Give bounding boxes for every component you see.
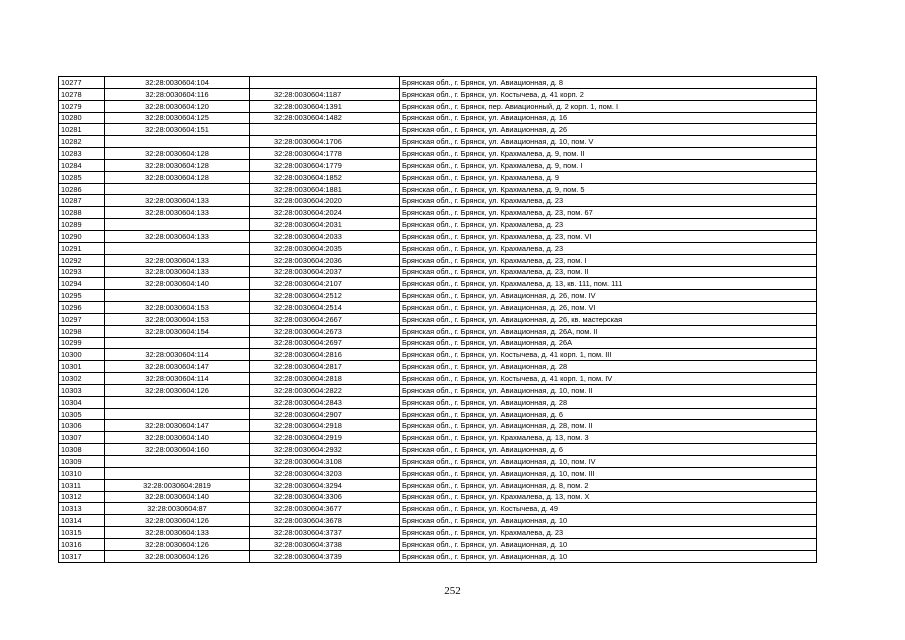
object-cadastral-number-cell: 32:28:0030604:3108 — [250, 456, 400, 468]
object-cadastral-number-cell: 32:28:0030604:2035 — [250, 242, 400, 254]
object-cadastral-number-cell: 32:28:0030604:3737 — [250, 527, 400, 539]
cadastral-number-cell: 32:28:0030604:128 — [105, 159, 250, 171]
table-row — [59, 207, 817, 219]
object-cadastral-number-cell: 32:28:0030604:2932 — [250, 444, 400, 456]
cadastral-number-cell — [105, 337, 250, 349]
table-row — [59, 159, 817, 171]
row-number-cell: 10312 — [59, 491, 105, 503]
address-cell: Брянская обл., г. Брянск, ул. Костычева, д. 41 корп. 2 — [400, 88, 817, 100]
object-cadastral-number-cell: 32:28:0030604:3738 — [250, 538, 400, 550]
object-cadastral-number-cell: 32:28:0030604:2036 — [250, 254, 400, 266]
row-number-cell: 10309 — [59, 456, 105, 468]
cadastral-number-cell: 32:28:0030604:151 — [105, 124, 250, 136]
cadastral-number-cell: 32:28:0030604:125 — [105, 112, 250, 124]
address-cell: Брянская обл., г. Брянск, ул. Авиационная, д. 10 — [400, 550, 817, 562]
row-number-cell: 10314 — [59, 515, 105, 527]
table-row — [59, 515, 817, 527]
table-row — [59, 373, 817, 385]
object-cadastral-number-cell: 32:28:0030604:2031 — [250, 219, 400, 231]
address-cell: Брянская обл., г. Брянск, ул. Костычева, д. 49 — [400, 503, 817, 515]
address-cell: Брянская обл., г. Брянск, ул. Костычева, д. 41 корп. 1, пом. III — [400, 349, 817, 361]
row-number-cell: 10295 — [59, 290, 105, 302]
row-number-cell: 10280 — [59, 112, 105, 124]
row-number-cell: 10291 — [59, 242, 105, 254]
table-row — [59, 183, 817, 195]
row-number-cell: 10286 — [59, 183, 105, 195]
row-number-cell: 10305 — [59, 408, 105, 420]
cadastral-number-cell: 32:28:0030604:133 — [105, 254, 250, 266]
cadastral-number-cell: 32:28:0030604:126 — [105, 515, 250, 527]
object-cadastral-number-cell: 32:28:0030604:2919 — [250, 432, 400, 444]
cadastral-number-cell: 32:28:0030604:126 — [105, 384, 250, 396]
row-number-cell: 10283 — [59, 148, 105, 160]
address-cell: Брянская обл., г. Брянск, ул. Авиационная, д. 6 — [400, 444, 817, 456]
cadastral-number-cell — [105, 219, 250, 231]
object-cadastral-number-cell: 32:28:0030604:2514 — [250, 302, 400, 314]
object-cadastral-number-cell: 32:28:0030604:2033 — [250, 230, 400, 242]
row-number-cell: 10279 — [59, 100, 105, 112]
address-cell: Брянская обл., г. Брянск, ул. Крахмалева, д. 9, пом. I — [400, 159, 817, 171]
object-cadastral-number-cell: 32:28:0030604:2667 — [250, 313, 400, 325]
table-row — [59, 337, 817, 349]
cadastral-number-cell: 32:28:0030604:126 — [105, 550, 250, 562]
table-row — [59, 550, 817, 562]
object-cadastral-number-cell: 32:28:0030604:3306 — [250, 491, 400, 503]
object-cadastral-number-cell: 32:28:0030604:1881 — [250, 183, 400, 195]
address-cell: Брянская обл., г. Брянск, ул. Авиационная, д. 10, пом. V — [400, 136, 817, 148]
table-row — [59, 136, 817, 148]
object-cadastral-number-cell — [250, 124, 400, 136]
table-row — [59, 420, 817, 432]
address-cell: Брянская обл., г. Брянск, ул. Авиационная, д. 26, пом. IV — [400, 290, 817, 302]
cadastral-number-cell: 32:28:0030604:133 — [105, 230, 250, 242]
object-cadastral-number-cell: 32:28:0030604:2037 — [250, 266, 400, 278]
cadastral-number-cell: 32:28:0030604:133 — [105, 266, 250, 278]
row-number-cell: 10306 — [59, 420, 105, 432]
address-cell: Брянская обл., г. Брянск, ул. Авиационная, д. 28, пом. II — [400, 420, 817, 432]
cadastral-number-cell: 32:28:0030604:140 — [105, 432, 250, 444]
table-row — [59, 254, 817, 266]
object-cadastral-number-cell: 32:28:0030604:2512 — [250, 290, 400, 302]
table-row — [59, 408, 817, 420]
row-number-cell: 10284 — [59, 159, 105, 171]
address-cell: Брянская обл., г. Брянск, ул. Авиационная, д. 10, пом. II — [400, 384, 817, 396]
address-cell: Брянская обл., г. Брянск, ул. Крахмалева, д. 23 — [400, 242, 817, 254]
object-cadastral-number-cell: 32:28:0030604:1778 — [250, 148, 400, 160]
table-row — [59, 100, 817, 112]
cadastral-number-cell: 32:28:0030604:114 — [105, 349, 250, 361]
object-cadastral-number-cell: 32:28:0030604:2816 — [250, 349, 400, 361]
table-row — [59, 266, 817, 278]
cadastral-number-cell: 32:28:0030604:140 — [105, 491, 250, 503]
row-number-cell: 10304 — [59, 396, 105, 408]
table-row — [59, 491, 817, 503]
cadastral-number-cell: 32:28:0030604:114 — [105, 373, 250, 385]
row-number-cell: 10311 — [59, 479, 105, 491]
table-row — [59, 148, 817, 160]
address-cell: Брянская обл., г. Брянск, ул. Крахмалева, д. 9, пом. II — [400, 148, 817, 160]
table-row — [59, 456, 817, 468]
row-number-cell: 10287 — [59, 195, 105, 207]
address-cell: Брянская обл., г. Брянск, ул. Крахмалева, д. 23, пом. 67 — [400, 207, 817, 219]
table-row — [59, 396, 817, 408]
row-number-cell: 10277 — [59, 77, 105, 89]
row-number-cell: 10289 — [59, 219, 105, 231]
table-row — [59, 361, 817, 373]
cadastral-number-cell: 32:28:0030604:160 — [105, 444, 250, 456]
cadastral-number-cell: 32:28:0030604:128 — [105, 171, 250, 183]
cadastral-number-cell: 32:28:0030604:104 — [105, 77, 250, 89]
table-row — [59, 432, 817, 444]
object-cadastral-number-cell: 32:28:0030604:3739 — [250, 550, 400, 562]
cadastral-number-cell — [105, 290, 250, 302]
object-cadastral-number-cell — [250, 77, 400, 89]
registry-table — [58, 76, 817, 563]
object-cadastral-number-cell: 32:28:0030604:2020 — [250, 195, 400, 207]
object-cadastral-number-cell: 32:28:0030604:2907 — [250, 408, 400, 420]
object-cadastral-number-cell: 32:28:0030604:1706 — [250, 136, 400, 148]
table-row — [59, 112, 817, 124]
row-number-cell: 10293 — [59, 266, 105, 278]
table-row — [59, 325, 817, 337]
row-number-cell: 10303 — [59, 384, 105, 396]
cadastral-number-cell: 32:28:0030604:133 — [105, 207, 250, 219]
table-row — [59, 302, 817, 314]
table-row — [59, 538, 817, 550]
cadastral-number-cell — [105, 396, 250, 408]
address-cell: Брянская обл., г. Брянск, ул. Крахмалева, д. 23 — [400, 527, 817, 539]
table-row — [59, 278, 817, 290]
cadastral-number-cell — [105, 183, 250, 195]
cadastral-number-cell: 32:28:0030604:87 — [105, 503, 250, 515]
cadastral-number-cell: 32:28:0030604:116 — [105, 88, 250, 100]
cadastral-number-cell: 32:28:0030604:153 — [105, 302, 250, 314]
address-cell: Брянская обл., г. Брянск, пер. Авиационный, д. 2 корп. 1, пом. I — [400, 100, 817, 112]
registry-table-body — [59, 77, 817, 563]
row-number-cell: 10317 — [59, 550, 105, 562]
row-number-cell: 10310 — [59, 467, 105, 479]
address-cell: Брянская обл., г. Брянск, ул. Авиационная, д. 26А, пом. II — [400, 325, 817, 337]
address-cell: Брянская обл., г. Брянск, ул. Крахмалева, д. 23, пом. VI — [400, 230, 817, 242]
cadastral-number-cell — [105, 467, 250, 479]
row-number-cell: 10300 — [59, 349, 105, 361]
address-cell: Брянская обл., г. Брянск, ул. Авиационная, д. 8, пом. 2 — [400, 479, 817, 491]
row-number-cell: 10288 — [59, 207, 105, 219]
row-number-cell: 10294 — [59, 278, 105, 290]
cadastral-number-cell — [105, 408, 250, 420]
row-number-cell: 10281 — [59, 124, 105, 136]
address-cell: Брянская обл., г. Брянск, ул. Крахмалева, д. 23, пом. II — [400, 266, 817, 278]
address-cell: Брянская обл., г. Брянск, ул. Авиационная, д. 26А — [400, 337, 817, 349]
table-row — [59, 444, 817, 456]
object-cadastral-number-cell: 32:28:0030604:3294 — [250, 479, 400, 491]
cadastral-number-cell: 32:28:0030604:140 — [105, 278, 250, 290]
row-number-cell: 10299 — [59, 337, 105, 349]
row-number-cell: 10297 — [59, 313, 105, 325]
object-cadastral-number-cell: 32:28:0030604:2673 — [250, 325, 400, 337]
address-cell: Брянская обл., г. Брянск, ул. Авиационная, д. 10, пом. IV — [400, 456, 817, 468]
row-number-cell: 10315 — [59, 527, 105, 539]
cadastral-number-cell: 32:28:0030604:154 — [105, 325, 250, 337]
table-row — [59, 171, 817, 183]
address-cell: Брянская обл., г. Брянск, ул. Крахмалева, д. 9 — [400, 171, 817, 183]
cadastral-number-cell — [105, 136, 250, 148]
cadastral-number-cell — [105, 242, 250, 254]
cadastral-number-cell: 32:28:0030604:133 — [105, 527, 250, 539]
table-row — [59, 195, 817, 207]
row-number-cell: 10298 — [59, 325, 105, 337]
object-cadastral-number-cell: 32:28:0030604:1187 — [250, 88, 400, 100]
cadastral-number-cell: 32:28:0030604:147 — [105, 420, 250, 432]
cadastral-number-cell: 32:28:0030604:133 — [105, 195, 250, 207]
cadastral-number-cell: 32:28:0030604:2819 — [105, 479, 250, 491]
row-number-cell: 10302 — [59, 373, 105, 385]
object-cadastral-number-cell: 32:28:0030604:1391 — [250, 100, 400, 112]
address-cell: Брянская обл., г. Брянск, ул. Крахмалева, д. 13, пом. 3 — [400, 432, 817, 444]
object-cadastral-number-cell: 32:28:0030604:2107 — [250, 278, 400, 290]
row-number-cell: 10296 — [59, 302, 105, 314]
cadastral-number-cell: 32:28:0030604:147 — [105, 361, 250, 373]
object-cadastral-number-cell: 32:28:0030604:2843 — [250, 396, 400, 408]
table-row — [59, 384, 817, 396]
table-row — [59, 124, 817, 136]
address-cell: Брянская обл., г. Брянск, ул. Авиационная, д. 16 — [400, 112, 817, 124]
object-cadastral-number-cell: 32:28:0030604:3678 — [250, 515, 400, 527]
row-number-cell: 10285 — [59, 171, 105, 183]
address-cell: Брянская обл., г. Брянск, ул. Авиационная, д. 10, пом. III — [400, 467, 817, 479]
row-number-cell: 10313 — [59, 503, 105, 515]
address-cell: Брянская обл., г. Брянск, ул. Крахмалева, д. 23 — [400, 195, 817, 207]
table-row — [59, 349, 817, 361]
cadastral-number-cell: 32:28:0030604:126 — [105, 538, 250, 550]
address-cell: Брянская обл., г. Брянск, ул. Авиационная, д. 26 — [400, 124, 817, 136]
address-cell: Брянская обл., г. Брянск, ул. Крахмалева, д. 13, кв. 111, пом. 111 — [400, 278, 817, 290]
row-number-cell: 10307 — [59, 432, 105, 444]
cadastral-number-cell — [105, 456, 250, 468]
address-cell: Брянская обл., г. Брянск, ул. Авиационная, д. 10 — [400, 538, 817, 550]
address-cell: Брянская обл., г. Брянск, ул. Авиационная, д. 28 — [400, 396, 817, 408]
cadastral-number-cell: 32:28:0030604:153 — [105, 313, 250, 325]
table-row — [59, 219, 817, 231]
row-number-cell: 10308 — [59, 444, 105, 456]
address-cell: Брянская обл., г. Брянск, ул. Авиационная, д. 6 — [400, 408, 817, 420]
row-number-cell: 10278 — [59, 88, 105, 100]
address-cell: Брянская обл., г. Брянск, ул. Костычева, д. 41 корп. 1, пом. IV — [400, 373, 817, 385]
table-row — [59, 88, 817, 100]
table-row — [59, 527, 817, 539]
row-number-cell: 10316 — [59, 538, 105, 550]
page-number: 252 — [444, 585, 461, 597]
object-cadastral-number-cell: 32:28:0030604:3203 — [250, 467, 400, 479]
table-row — [59, 467, 817, 479]
object-cadastral-number-cell: 32:28:0030604:2818 — [250, 373, 400, 385]
object-cadastral-number-cell: 32:28:0030604:2822 — [250, 384, 400, 396]
table-row — [59, 479, 817, 491]
address-cell: Брянская обл., г. Брянск, ул. Авиационная, д. 10 — [400, 515, 817, 527]
address-cell: Брянская обл., г. Брянск, ул. Крахмалева, д. 23, пом. I — [400, 254, 817, 266]
cadastral-number-cell: 32:28:0030604:120 — [105, 100, 250, 112]
cadastral-number-cell: 32:28:0030604:128 — [105, 148, 250, 160]
object-cadastral-number-cell: 32:28:0030604:1482 — [250, 112, 400, 124]
address-cell: Брянская обл., г. Брянск, ул. Авиационная, д. 28 — [400, 361, 817, 373]
object-cadastral-number-cell: 32:28:0030604:2918 — [250, 420, 400, 432]
table-row — [59, 313, 817, 325]
row-number-cell: 10282 — [59, 136, 105, 148]
table-row — [59, 290, 817, 302]
row-number-cell: 10301 — [59, 361, 105, 373]
object-cadastral-number-cell: 32:28:0030604:1852 — [250, 171, 400, 183]
table-row — [59, 242, 817, 254]
row-number-cell: 10290 — [59, 230, 105, 242]
object-cadastral-number-cell: 32:28:0030604:2697 — [250, 337, 400, 349]
address-cell: Брянская обл., г. Брянск, ул. Авиационная, д. 8 — [400, 77, 817, 89]
object-cadastral-number-cell: 32:28:0030604:2817 — [250, 361, 400, 373]
row-number-cell: 10292 — [59, 254, 105, 266]
address-cell: Брянская обл., г. Брянск, ул. Крахмалева, д. 9, пом. 5 — [400, 183, 817, 195]
address-cell: Брянская обл., г. Брянск, ул. Крахмалева, д. 13, пом. X — [400, 491, 817, 503]
table-row — [59, 230, 817, 242]
object-cadastral-number-cell: 32:28:0030604:2024 — [250, 207, 400, 219]
table-row — [59, 503, 817, 515]
address-cell: Брянская обл., г. Брянск, ул. Авиационная, д. 26, кв. мастерская — [400, 313, 817, 325]
object-cadastral-number-cell: 32:28:0030604:3677 — [250, 503, 400, 515]
address-cell: Брянская обл., г. Брянск, ул. Крахмалева, д. 23 — [400, 219, 817, 231]
object-cadastral-number-cell: 32:28:0030604:1779 — [250, 159, 400, 171]
table-row — [59, 77, 817, 89]
address-cell: Брянская обл., г. Брянск, ул. Авиационная, д. 26, пом. VI — [400, 302, 817, 314]
